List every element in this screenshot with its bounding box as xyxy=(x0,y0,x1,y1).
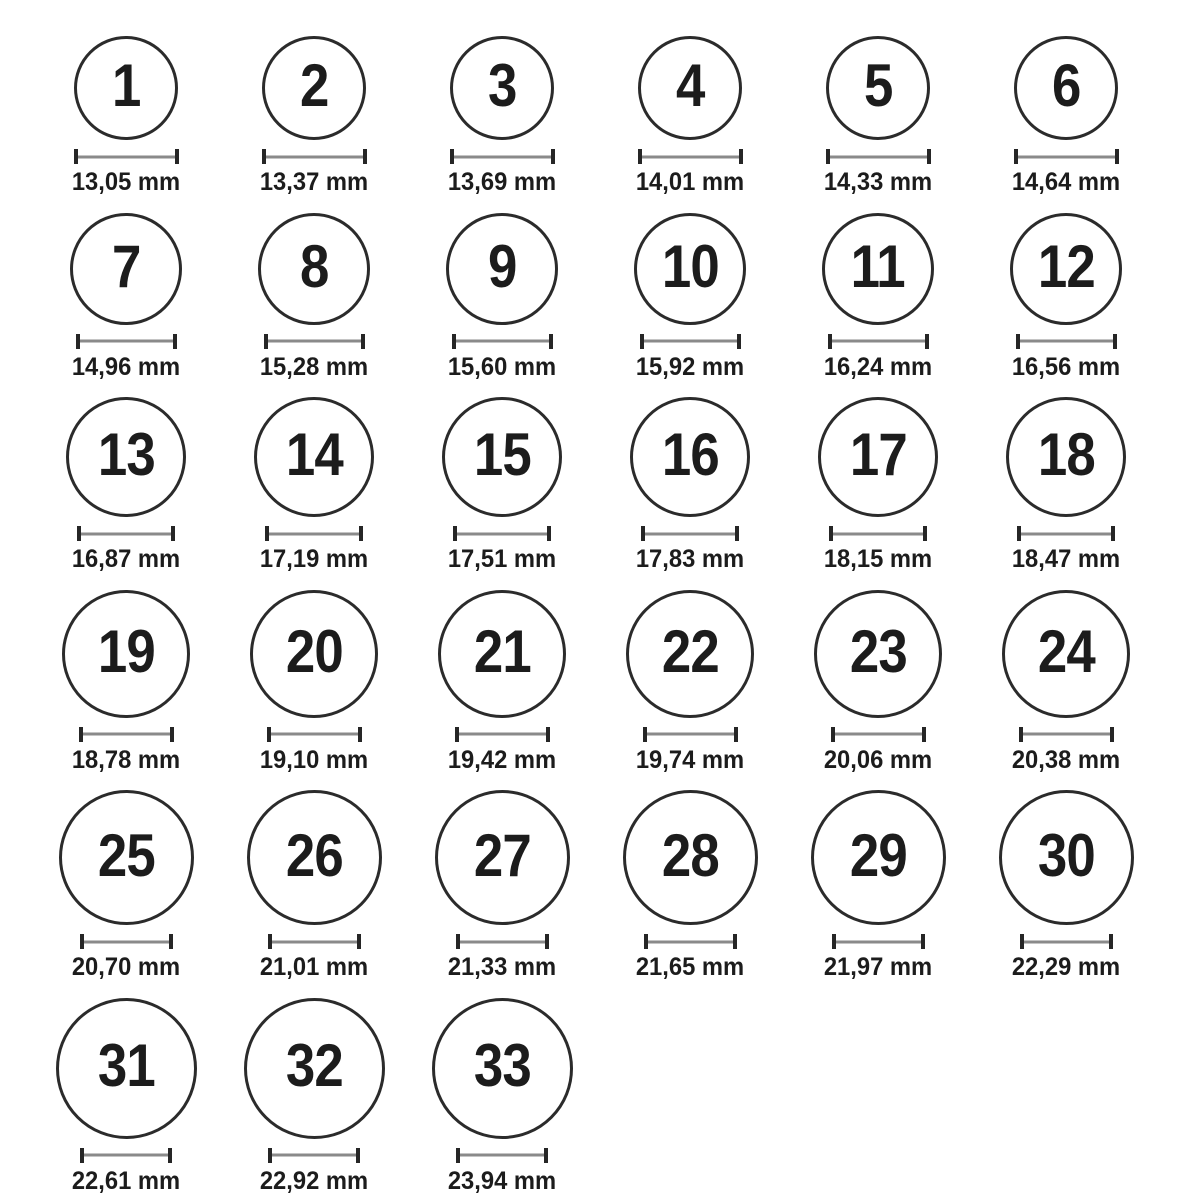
diameter-ruler xyxy=(79,727,174,742)
ring-size-cell xyxy=(811,790,946,982)
ring-size-number: 26 xyxy=(285,821,343,889)
ring-size-cell xyxy=(442,397,562,574)
ring-size-number: 16 xyxy=(661,421,719,488)
ruler-end-tick-left xyxy=(267,727,271,742)
ring-circle xyxy=(432,998,573,1139)
ring-circle xyxy=(258,213,370,325)
ring-size-cell xyxy=(69,213,183,382)
ruler-end-tick-left xyxy=(456,934,460,949)
ruler-line xyxy=(830,340,927,343)
ring-size-cell xyxy=(250,590,378,775)
ruler-end-tick-right xyxy=(363,149,367,164)
ruler-end-tick-left xyxy=(268,1148,272,1163)
diameter-label: 18,47 mm xyxy=(1011,545,1121,573)
ring-circle xyxy=(446,213,558,325)
ruler-line xyxy=(1021,733,1112,736)
ruler-end-tick-left xyxy=(638,149,642,164)
ring-circle xyxy=(814,590,942,718)
ruler-end-tick-left xyxy=(79,727,83,742)
ring-size-cell xyxy=(257,213,371,382)
ruler-line xyxy=(646,940,735,943)
ring-size-number: 14 xyxy=(285,421,343,488)
ruler-line xyxy=(76,155,177,158)
diameter-ruler xyxy=(828,334,929,349)
ring-size-cell xyxy=(818,397,938,574)
ruler-end-tick-left xyxy=(640,334,644,349)
ruler-end-tick-right xyxy=(1111,526,1115,541)
ruler-end-tick-right xyxy=(921,934,925,949)
ring-size-number: 31 xyxy=(97,1032,155,1099)
ruler-end-tick-right xyxy=(547,526,551,541)
diameter-label: 15,28 mm xyxy=(259,352,369,381)
diameter-label: 13,05 mm xyxy=(71,168,181,196)
ruler-end-tick-right xyxy=(173,334,177,349)
ruler-end-tick-right xyxy=(737,334,741,349)
ring-size-cell xyxy=(244,998,385,1196)
ruler-line xyxy=(642,340,739,343)
diameter-ruler xyxy=(456,1148,548,1163)
ruler-end-tick-right xyxy=(1115,149,1119,164)
ring-size-number: 6 xyxy=(1051,52,1081,119)
diameter-ruler xyxy=(826,149,931,164)
diameter-label: 21,65 mm xyxy=(635,953,745,981)
ring-size-number: 8 xyxy=(299,232,329,300)
diameter-ruler xyxy=(832,934,925,949)
ring-size-number: 29 xyxy=(849,821,907,889)
diameter-ruler xyxy=(641,526,739,541)
diameter-ruler xyxy=(1014,149,1119,164)
ruler-line xyxy=(452,155,553,158)
ruler-line xyxy=(828,155,929,158)
ruler-end-tick-left xyxy=(264,334,268,349)
diameter-label: 21,01 mm xyxy=(259,953,369,981)
ruler-line xyxy=(458,940,547,943)
ruler-line xyxy=(640,155,741,158)
ring-size-number: 15 xyxy=(473,421,531,488)
ruler-end-tick-right xyxy=(171,526,175,541)
ruler-end-tick-right xyxy=(168,1148,172,1163)
diameter-label: 22,92 mm xyxy=(259,1166,369,1195)
diameter-label: 16,24 mm xyxy=(823,352,933,381)
ring-circle xyxy=(1006,397,1126,517)
ruler-end-tick-right xyxy=(356,1148,360,1163)
ring-circle xyxy=(634,213,746,325)
ring-circle xyxy=(1014,36,1118,140)
ring-size-number: 9 xyxy=(487,232,517,300)
ruler-end-tick-left xyxy=(77,526,81,541)
diameter-ruler xyxy=(74,149,179,164)
ring-circle xyxy=(74,36,178,140)
ruler-end-tick-left xyxy=(450,149,454,164)
ruler-end-tick-left xyxy=(831,727,835,742)
diameter-ruler xyxy=(829,526,927,541)
ring-size-cell xyxy=(821,213,935,382)
ring-size-cell xyxy=(814,590,942,775)
ruler-line xyxy=(270,940,359,943)
ring-size-number: 33 xyxy=(473,1032,531,1099)
diameter-ruler xyxy=(450,149,555,164)
ring-size-number: 7 xyxy=(111,232,141,300)
ruler-end-tick-left xyxy=(828,334,832,349)
ruler-end-tick-right xyxy=(175,149,179,164)
ring-circle xyxy=(623,790,758,925)
diameter-ruler xyxy=(265,526,363,541)
ruler-end-tick-left xyxy=(265,526,269,541)
ring-circle xyxy=(826,36,930,140)
ruler-line xyxy=(1016,155,1117,158)
ruler-end-tick-right xyxy=(358,727,362,742)
diameter-ruler xyxy=(643,727,738,742)
diameter-ruler xyxy=(456,934,549,949)
ruler-end-tick-left xyxy=(80,934,84,949)
ruler-end-tick-right xyxy=(551,149,555,164)
ruler-line xyxy=(645,733,736,736)
diameter-label: 21,97 mm xyxy=(823,953,933,981)
ring-size-cell xyxy=(1002,590,1130,775)
ring-size-cell xyxy=(633,213,747,382)
ruler-end-tick-left xyxy=(1020,934,1024,949)
diameter-label: 23,94 mm xyxy=(447,1166,557,1195)
ruler-end-tick-left xyxy=(455,727,459,742)
ring-size-number: 24 xyxy=(1037,617,1095,685)
diameter-label: 17,83 mm xyxy=(635,545,745,573)
ring-size-number: 22 xyxy=(661,617,719,685)
ring-size-cell xyxy=(1006,397,1126,574)
ruler-line xyxy=(457,733,548,736)
ring-circle xyxy=(247,790,382,925)
ruler-end-tick-right xyxy=(735,526,739,541)
ring-size-cell xyxy=(56,998,197,1196)
ruler-end-tick-right xyxy=(545,934,549,949)
ring-circle xyxy=(244,998,385,1139)
ring-size-number: 18 xyxy=(1037,421,1095,488)
diameter-ruler xyxy=(268,934,361,949)
ruler-line xyxy=(81,733,172,736)
ring-size-number: 19 xyxy=(97,617,155,685)
ruler-end-tick-right xyxy=(359,526,363,541)
ring-size-number: 4 xyxy=(675,52,705,119)
ruler-end-tick-left xyxy=(268,934,272,949)
diameter-ruler xyxy=(644,934,737,949)
ruler-line xyxy=(831,532,925,535)
diameter-label: 13,37 mm xyxy=(259,168,369,196)
ring-size-cell xyxy=(1009,213,1123,382)
ring-circle xyxy=(999,790,1134,925)
ruler-end-tick-right xyxy=(922,727,926,742)
diameter-label: 19,74 mm xyxy=(635,745,745,774)
ruler-end-tick-right xyxy=(544,1148,548,1163)
ring-size-cell xyxy=(821,36,935,197)
ring-size-cell xyxy=(1009,36,1123,197)
ruler-end-tick-left xyxy=(641,526,645,541)
ruler-end-tick-left xyxy=(262,149,266,164)
diameter-label: 17,51 mm xyxy=(447,545,557,573)
ruler-line xyxy=(82,1154,170,1157)
ring-size-number: 3 xyxy=(487,52,517,119)
diameter-label: 22,61 mm xyxy=(71,1166,181,1195)
ring-circle xyxy=(450,36,554,140)
ring-circle xyxy=(438,590,566,718)
ruler-line xyxy=(1022,940,1111,943)
ring-circle xyxy=(59,790,194,925)
ruler-end-tick-left xyxy=(826,149,830,164)
ring-circle xyxy=(254,397,374,517)
ruler-end-tick-left xyxy=(452,334,456,349)
ruler-end-tick-left xyxy=(832,934,836,949)
ring-size-cell xyxy=(254,397,374,574)
ruler-line xyxy=(82,940,171,943)
ruler-end-tick-right xyxy=(923,526,927,541)
ruler-end-tick-right xyxy=(170,727,174,742)
diameter-ruler xyxy=(80,1148,172,1163)
diameter-label: 14,01 mm xyxy=(635,168,745,196)
ruler-line xyxy=(267,532,361,535)
diameter-ruler xyxy=(80,934,173,949)
ring-size-number: 25 xyxy=(97,821,155,889)
ring-circle xyxy=(811,790,946,925)
ring-size-cell xyxy=(66,397,186,574)
ring-size-cell xyxy=(257,36,371,197)
ring-circle xyxy=(1002,590,1130,718)
ruler-end-tick-left xyxy=(76,334,80,349)
ring-size-cell xyxy=(59,790,194,982)
ruler-end-tick-left xyxy=(456,1148,460,1163)
ruler-end-tick-right xyxy=(739,149,743,164)
diameter-label: 18,78 mm xyxy=(71,745,181,774)
diameter-ruler xyxy=(267,727,362,742)
ruler-end-tick-left xyxy=(1017,526,1021,541)
ruler-end-tick-right xyxy=(1109,934,1113,949)
ruler-line xyxy=(1018,340,1115,343)
diameter-label: 14,33 mm xyxy=(823,168,933,196)
ring-size-number: 10 xyxy=(661,232,719,300)
diameter-ruler xyxy=(1019,727,1114,742)
ruler-end-tick-right xyxy=(546,727,550,742)
ring-size-number: 2 xyxy=(299,52,329,119)
ring-circle xyxy=(435,790,570,925)
ring-circle xyxy=(442,397,562,517)
ring-size-number: 17 xyxy=(849,421,907,488)
ring-size-cell xyxy=(432,998,573,1196)
diameter-ruler xyxy=(262,149,367,164)
diameter-label: 17,19 mm xyxy=(259,545,369,573)
ring-size-number: 13 xyxy=(97,421,155,488)
ring-size-number: 32 xyxy=(285,1032,343,1099)
ruler-end-tick-left xyxy=(829,526,833,541)
ruler-end-tick-left xyxy=(80,1148,84,1163)
ring-size-number: 21 xyxy=(473,617,531,685)
ring-size-number: 1 xyxy=(111,52,141,119)
diameter-ruler xyxy=(268,1148,360,1163)
ruler-end-tick-left xyxy=(1019,727,1023,742)
diameter-ruler xyxy=(1016,334,1117,349)
diameter-label: 14,96 mm xyxy=(71,352,181,381)
ring-size-number: 28 xyxy=(661,821,719,889)
ring-circle xyxy=(822,213,934,325)
ring-size-cell xyxy=(435,790,570,982)
diameter-ruler xyxy=(640,334,741,349)
diameter-label: 16,56 mm xyxy=(1011,352,1121,381)
ruler-end-tick-right xyxy=(357,934,361,949)
ring-circle xyxy=(250,590,378,718)
ring-size-cell xyxy=(630,397,750,574)
ruler-line xyxy=(834,940,923,943)
diameter-ruler xyxy=(638,149,743,164)
ring-size-number: 12 xyxy=(1037,232,1095,300)
ruler-line xyxy=(454,340,551,343)
ruler-line xyxy=(455,532,549,535)
ruler-line xyxy=(270,1154,358,1157)
ring-size-cell xyxy=(438,590,566,775)
ring-circle xyxy=(1010,213,1122,325)
ruler-end-tick-right xyxy=(1110,727,1114,742)
ruler-end-tick-right xyxy=(549,334,553,349)
ring-size-cell xyxy=(69,36,183,197)
diameter-label: 22,29 mm xyxy=(1011,953,1121,981)
ruler-end-tick-right xyxy=(1113,334,1117,349)
ring-circle xyxy=(638,36,742,140)
ruler-end-tick-left xyxy=(453,526,457,541)
diameter-label: 14,64 mm xyxy=(1011,168,1121,196)
ruler-line xyxy=(266,340,363,343)
ruler-line xyxy=(643,532,737,535)
ring-size-number: 5 xyxy=(863,52,893,119)
ring-size-cell xyxy=(247,790,382,982)
ring-size-number: 30 xyxy=(1037,821,1095,889)
ring-circle xyxy=(70,213,182,325)
diameter-label: 21,33 mm xyxy=(447,953,557,981)
diameter-label: 20,38 mm xyxy=(1011,745,1121,774)
ruler-end-tick-right xyxy=(927,149,931,164)
ruler-end-tick-right xyxy=(361,334,365,349)
ring-size-number: 20 xyxy=(285,617,343,685)
ring-size-cell xyxy=(62,590,190,775)
ruler-end-tick-right xyxy=(169,934,173,949)
diameter-ruler xyxy=(455,727,550,742)
diameter-label: 15,92 mm xyxy=(635,352,745,381)
diameter-ruler xyxy=(831,727,926,742)
ring-circle xyxy=(630,397,750,517)
ruler-end-tick-left xyxy=(1014,149,1018,164)
diameter-label: 19,10 mm xyxy=(259,745,369,774)
diameter-ruler xyxy=(1017,526,1115,541)
ring-circle xyxy=(56,998,197,1139)
ruler-line xyxy=(1019,532,1113,535)
ruler-end-tick-right xyxy=(733,934,737,949)
ring-size-cell xyxy=(999,790,1134,982)
ruler-line xyxy=(269,733,360,736)
ring-size-number: 11 xyxy=(850,232,906,300)
ruler-line xyxy=(833,733,924,736)
ring-size-cell xyxy=(633,36,747,197)
ring-circle xyxy=(62,590,190,718)
ruler-end-tick-left xyxy=(1016,334,1020,349)
diameter-ruler xyxy=(1020,934,1113,949)
diameter-label: 13,69 mm xyxy=(447,168,557,196)
ruler-end-tick-left xyxy=(643,727,647,742)
ruler-end-tick-left xyxy=(644,934,648,949)
diameter-ruler xyxy=(76,334,177,349)
ruler-line xyxy=(264,155,365,158)
diameter-ruler xyxy=(452,334,553,349)
ring-circle xyxy=(66,397,186,517)
ring-size-cell xyxy=(445,36,559,197)
diameter-ruler xyxy=(77,526,175,541)
ring-size-cell xyxy=(445,213,559,382)
ring-circle xyxy=(626,590,754,718)
ring-circle xyxy=(818,397,938,517)
ruler-end-tick-right xyxy=(734,727,738,742)
diameter-label: 19,42 mm xyxy=(447,745,557,774)
diameter-label: 15,60 mm xyxy=(447,352,557,381)
ring-size-number: 23 xyxy=(849,617,907,685)
diameter-label: 20,70 mm xyxy=(71,953,181,981)
ruler-end-tick-right xyxy=(925,334,929,349)
ring-size-cell xyxy=(626,590,754,775)
diameter-label: 18,15 mm xyxy=(823,545,933,573)
diameter-label: 20,06 mm xyxy=(823,745,933,774)
ring-circle xyxy=(262,36,366,140)
diameter-ruler xyxy=(264,334,365,349)
ring-size-cell xyxy=(623,790,758,982)
ruler-line xyxy=(458,1154,546,1157)
ruler-line xyxy=(79,532,173,535)
diameter-ruler xyxy=(453,526,551,541)
ring-size-number: 27 xyxy=(473,821,531,889)
diameter-label: 16,87 mm xyxy=(71,545,181,573)
ruler-end-tick-left xyxy=(74,149,78,164)
ruler-line xyxy=(78,340,175,343)
